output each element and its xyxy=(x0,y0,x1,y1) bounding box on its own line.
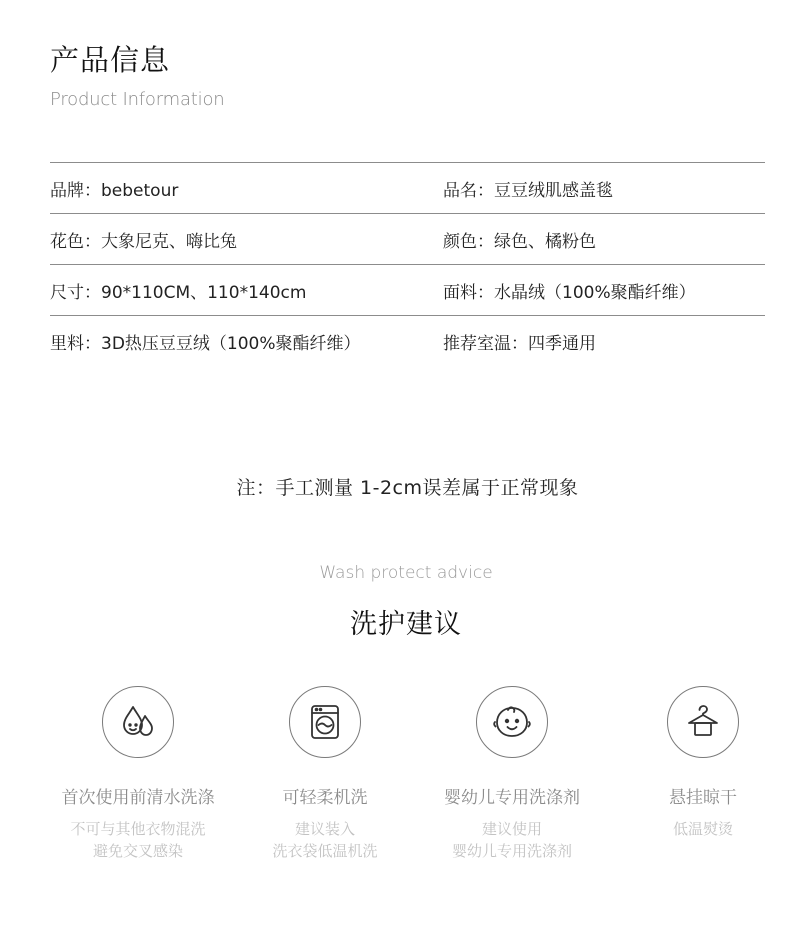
care-icon-circle xyxy=(476,686,548,758)
care-desc-line: 低温熨烫 xyxy=(672,820,733,838)
spec-product-name: 品名：豆豆绒肌感盖毯 xyxy=(443,180,613,201)
water-drops-icon xyxy=(114,698,162,746)
spec-lining: 里料：3D热压豆豆绒（100%聚酯纤维） xyxy=(50,333,361,354)
care-title: 首次使用前清水洗涤 xyxy=(61,788,215,808)
care-desc xyxy=(225,818,425,862)
care-icon-circle xyxy=(289,686,361,758)
spec-table xyxy=(50,162,765,366)
spec-row xyxy=(50,163,765,214)
wash-title-en: Wash protect advice xyxy=(319,563,493,583)
spec-row xyxy=(50,316,765,366)
care-desc-line: 不可与其他衣物混洗 xyxy=(70,820,206,838)
care-item xyxy=(225,686,425,862)
care-icon-circle xyxy=(667,686,739,758)
care-title: 可轻柔机洗 xyxy=(282,788,368,808)
care-icon-circle xyxy=(102,686,174,758)
spec-room-temp: 推荐室温：四季通用 xyxy=(443,333,596,354)
spec-row xyxy=(50,214,765,265)
care-desc xyxy=(412,818,612,862)
spec-pattern: 花色：大象尼克、嗨比兔 xyxy=(50,231,237,252)
care-item xyxy=(38,686,238,862)
washing-machine-icon xyxy=(301,698,349,746)
care-desc-line: 婴幼儿专用洗涤剂 xyxy=(451,842,572,860)
care-desc xyxy=(38,818,238,862)
page-title: 产品信息 xyxy=(50,43,171,77)
wash-title-zh: 洗护建议 xyxy=(350,609,462,640)
spec-row xyxy=(50,265,765,316)
care-item xyxy=(603,686,790,840)
care-desc-line: 建议装入 xyxy=(294,820,355,838)
care-title: 婴幼儿专用洗涤剂 xyxy=(444,788,580,808)
care-item xyxy=(412,686,612,862)
spec-fabric: 面料：水晶绒（100%聚酯纤维） xyxy=(443,282,696,303)
care-title: 悬挂晾干 xyxy=(669,788,737,808)
measurement-note: 注：手工测量 1-2cm误差属于正常现象 xyxy=(236,477,579,499)
spec-color: 颜色：绿色、橘粉色 xyxy=(443,231,596,252)
spec-brand: 品牌：bebetour xyxy=(50,180,179,201)
page-subtitle: Product Information xyxy=(50,89,225,110)
baby-face-icon xyxy=(488,698,536,746)
spec-size: 尺寸：90*110CM、110*140cm xyxy=(50,282,307,303)
care-desc-line: 洗衣袋低温机洗 xyxy=(272,842,378,860)
care-desc xyxy=(603,818,790,840)
care-desc-line: 建议使用 xyxy=(481,820,542,838)
care-desc-line: 避免交叉感染 xyxy=(92,842,183,860)
hanger-icon xyxy=(679,698,727,746)
